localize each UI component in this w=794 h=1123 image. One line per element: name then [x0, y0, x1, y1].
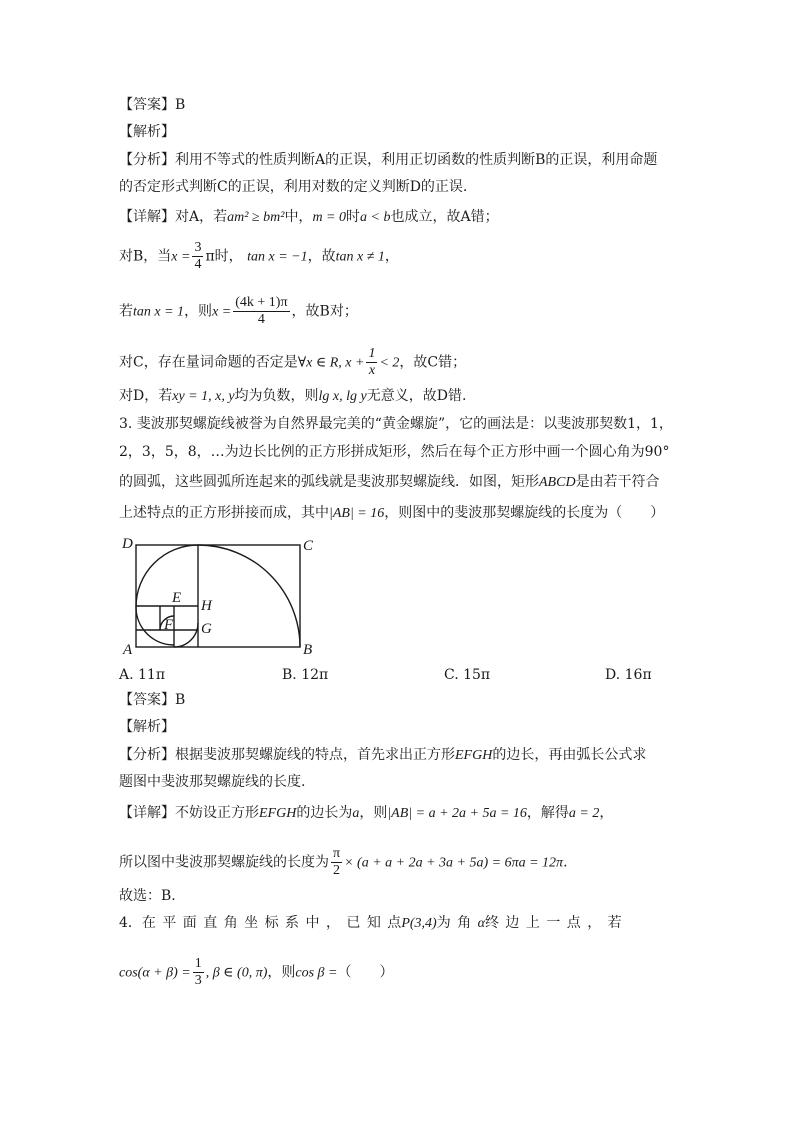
option-c[interactable]: C. 15π [444, 667, 491, 683]
detail-tan-pre: 若 [119, 303, 133, 320]
spiral-arc-large [198, 545, 300, 647]
q4-text-1 [119, 913, 622, 934]
fraction-denominator: 2 [333, 863, 341, 878]
q3-analysis-2: 题图中斐波那契螺旋线的长度. [119, 774, 306, 790]
formula-forall: ∀x ∈ R, x + [297, 355, 365, 371]
detail-a-post: 也成立，故A错； [390, 209, 499, 225]
q3-text-4 [119, 503, 664, 524]
fraction-numerator: 1 [368, 346, 376, 361]
fraction-4k1-pi [233, 295, 289, 328]
answer-label: 【答案】B [119, 97, 186, 113]
q4-text-1-post: 终 边 上 一 点 ， 若 [484, 915, 622, 931]
detail-b-pi: π时， [205, 248, 243, 265]
detail-a-mid: 中， [284, 209, 313, 225]
q3-text-3-post: 是由若干符合 [575, 474, 660, 490]
fibonacci-spiral-figure [115, 533, 330, 658]
label-a: A [123, 642, 133, 658]
formula-x-eq-2: x = [212, 304, 232, 320]
angle-alpha: α [477, 916, 485, 931]
q3-detail [119, 803, 613, 824]
formula-lg: lg x, lg y [318, 389, 367, 404]
detail-d-mid: 均为负数，则 [234, 388, 319, 404]
detail-tan-mid: ，则 [184, 303, 213, 320]
detail-d-post: 无意义，故D错. [366, 388, 467, 404]
variable-a: a [352, 806, 360, 821]
formula-x-eq: x = [171, 249, 191, 265]
fraction-denominator: x [368, 363, 376, 378]
q3-length-post: . [563, 854, 568, 871]
option-b[interactable]: B. 12π [282, 667, 329, 683]
detail-a [119, 207, 499, 228]
q3-text-3-main: 的圆弧，这些圆弧所连起来的弧线就是斐波那契螺旋线．如图，矩形 [119, 474, 539, 490]
fraction-3-4 [192, 240, 203, 273]
q3-analysis-1 [119, 745, 646, 766]
q4-text-2 [119, 956, 393, 989]
detail-c-post: ，故C错； [399, 354, 467, 371]
fraction-pi-2 [331, 846, 342, 879]
q3-detail-pre: 【详解】不妨设正方形 [119, 805, 259, 821]
formula-am2-bm2: am² ≥ bm² [227, 210, 285, 225]
detail-a-mid2: 时 [346, 209, 360, 225]
formula-m-zero: m = 0 [312, 210, 346, 225]
point-p: P(3,4) [401, 916, 437, 931]
spiral-arc-mid [136, 545, 198, 607]
q4-text-2-post: ，则 [267, 964, 296, 981]
label-g: G [201, 621, 212, 637]
detail-d-pre: 对D，若 [119, 388, 173, 404]
fraction-numerator: 1 [194, 956, 202, 971]
fraction-1-3 [193, 956, 204, 989]
spiral-arc-tiny [174, 623, 198, 647]
detail-b-post: ， [384, 248, 399, 265]
label-h: H [201, 598, 212, 614]
detail-b [119, 240, 399, 273]
q3-answer-label: 【答案】B [119, 692, 186, 708]
formula-cos-beta: cos β = [295, 965, 338, 981]
q4-text-2-end: （ ） [337, 964, 394, 981]
q3-text-1: 3. 斐波那契螺旋线被誉为自然界最完美的“黄金螺旋”，它的画法是：以斐波那契数1，1， [119, 416, 673, 432]
label-e: E [172, 590, 182, 606]
option-a[interactable]: A. 11π [119, 667, 166, 683]
fraction-numerator: (4k + 1)π [235, 295, 288, 310]
formula-tan-eq-1: tan x = 1 [133, 304, 185, 320]
rect-abcd: ABCD [539, 475, 576, 490]
q3-text-4-post: ，则图中的斐波那契螺旋线的长度为（ ） [384, 505, 665, 521]
q3-detail-post: ， [599, 805, 614, 821]
q3-choose: 故选：B. [119, 888, 176, 904]
formula-lt-2: < 2 [379, 355, 400, 371]
detail-b-mid: ，故 [307, 248, 336, 265]
rectangle-abcd [136, 545, 300, 647]
analysis-label: 【解析】 [119, 124, 175, 140]
q3-text-4-pre: 上述特点的正方形拼接而成，其中 [119, 505, 329, 521]
detail-c-pre: 对C，存在量词命题的否定是 [119, 354, 298, 371]
formula-length-sum: × (a + a + 2a + 3a + 5a) = 6πa = 12π [344, 855, 564, 871]
q3-text-2: 2，3，5，8，…为边长比例的正方形拼成矩形，然后在每个正方形中画一个圆心角为90° [119, 444, 670, 460]
detail-tan-post: ，故B对； [291, 303, 358, 320]
label-c: C [303, 538, 314, 554]
formula-cos-sum: cos(α + β) = [119, 965, 191, 981]
analysis-text-2: 的否定形式判断C的正误，利用对数的定义判断D的正误. [119, 179, 468, 195]
q3-detail-mid2: ，则 [359, 805, 388, 821]
fraction-1-x [366, 346, 377, 379]
q3-detail-mid3: ，解得 [526, 805, 569, 821]
detail-tan [119, 295, 358, 328]
formula-a-eq-2: a = 2 [568, 806, 600, 821]
q3-length-pre: 所以图中斐波那契螺旋线的长度为 [119, 854, 329, 871]
formula-ab-16: |AB| = 16 [329, 506, 385, 521]
detail-a-pre: 【详解】对A，若 [119, 209, 228, 225]
q3-analysis-1-post: 的边长，再由弧长公式求 [492, 747, 647, 763]
q3-length [119, 846, 568, 879]
q4-text-1-mid: 为 角 [436, 915, 472, 931]
detail-d [119, 386, 466, 407]
option-d[interactable]: D. 16π [605, 667, 652, 683]
square-efgh: EFGH [455, 748, 493, 763]
label-d: D [122, 536, 133, 552]
formula-ab-sum: |AB| = a + 2a + 5a = 16 [387, 806, 527, 821]
detail-c [119, 346, 466, 379]
formula-xy-eq-1: xy = 1, x, y [172, 389, 235, 404]
formula-a-lt-b: a < b [360, 210, 391, 225]
formula-tan-neg1: tan x = −1 [247, 249, 308, 265]
fraction-denominator: 3 [194, 973, 202, 988]
q3-text-3 [119, 472, 660, 493]
formula-tan-ne-1: tan x ≠ 1 [335, 249, 385, 265]
q4-text-1-pre: 4．在 平 面 直 角 坐 标 系 中 ， 已 知 点 [119, 915, 402, 931]
fraction-denominator: 4 [257, 312, 265, 327]
fraction-denominator: 4 [194, 257, 202, 272]
formula-beta-range: , β ∈ (0, π) [205, 965, 268, 981]
detail-b-pre: 对B，当 [119, 248, 172, 265]
fraction-numerator: π [333, 846, 341, 861]
q3-analysis-1-pre: 【分析】根据斐波那契螺旋线的特点，首先求出正方形 [119, 747, 455, 763]
fraction-numerator: 3 [194, 240, 202, 255]
analysis-text-1: 【分析】利用不等式的性质判断A的正误，利用正切函数的性质判断B的正误，利用命题 [119, 152, 658, 168]
q3-analysis-label: 【解析】 [119, 719, 175, 735]
q3-detail-mid: 的边长为 [296, 805, 353, 821]
square-efgh-2: EFGH [259, 806, 297, 821]
label-f: F [164, 617, 174, 633]
label-b: B [303, 642, 313, 658]
